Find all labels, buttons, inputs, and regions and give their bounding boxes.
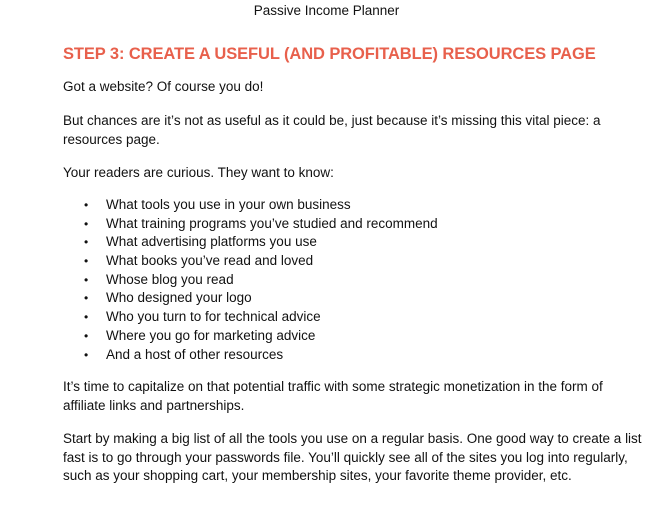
- paragraph-big-list: Start by making a big list of all the tools you use on a regular basis. One good way to create a list fast is to go through your passwords file. You’ll quickly see all of the sites you log into regularly, such as your shopping cart, your membership sites, your favorite theme provider, etc.: [63, 431, 642, 484]
- bullet-icon: •: [84, 198, 89, 212]
- list-item: [63, 289, 438, 308]
- list-item: [63, 233, 438, 252]
- bullet-icon: •: [84, 272, 89, 287]
- list-item: [63, 327, 438, 346]
- list-item-text: Who designed your logo: [106, 290, 252, 306]
- bullet-icon: •: [84, 235, 89, 250]
- bullet-icon: •: [84, 291, 89, 306]
- list-item-text: What training programs you’ve studied and recommend: [106, 215, 438, 231]
- section-heading: STEP 3: CREATE A USEFUL (AND PROFITABLE) RESOURCES PAGE: [63, 45, 596, 63]
- bullet-icon: •: [84, 216, 89, 231]
- list-item: [63, 215, 438, 234]
- list-item: [63, 346, 438, 365]
- paragraph-intro: Got a website? Of course you do!: [63, 79, 264, 94]
- bullet-icon: •: [84, 328, 89, 343]
- list-item-text: What books you’ve read and loved: [106, 253, 314, 269]
- list-item-text: Whose blog you read: [106, 271, 234, 287]
- paragraph-readers-curious: Your readers are curious. They want to know:: [63, 165, 334, 180]
- list-item-text: Who you turn to for technical advice: [106, 309, 321, 325]
- list-item: [63, 271, 438, 290]
- list-item-text: And a host of other resources: [106, 346, 284, 362]
- list-item-text: What tools you use in your own business: [106, 197, 351, 212]
- list-item-text: What advertising platforms you use: [106, 234, 317, 250]
- bullet-list: [63, 196, 438, 364]
- paragraph-missing-piece: But chances are it’s not as useful as it could be, just because it’s missing this vital piece: a resources page.: [63, 113, 601, 147]
- bullet-icon: •: [84, 347, 89, 362]
- list-item: [63, 252, 438, 271]
- running-header: Passive Income Planner: [253, 3, 400, 18]
- list-item: [63, 308, 438, 327]
- bullet-icon: •: [84, 254, 89, 269]
- paragraph-capitalize: It’s time to capitalize on that potential traffic with some strategic monetization in the form of affiliate links and partnerships.: [63, 379, 603, 413]
- bullet-icon: •: [84, 310, 89, 325]
- list-item-text: Where you go for marketing advice: [106, 327, 316, 343]
- list-item: [63, 196, 438, 215]
